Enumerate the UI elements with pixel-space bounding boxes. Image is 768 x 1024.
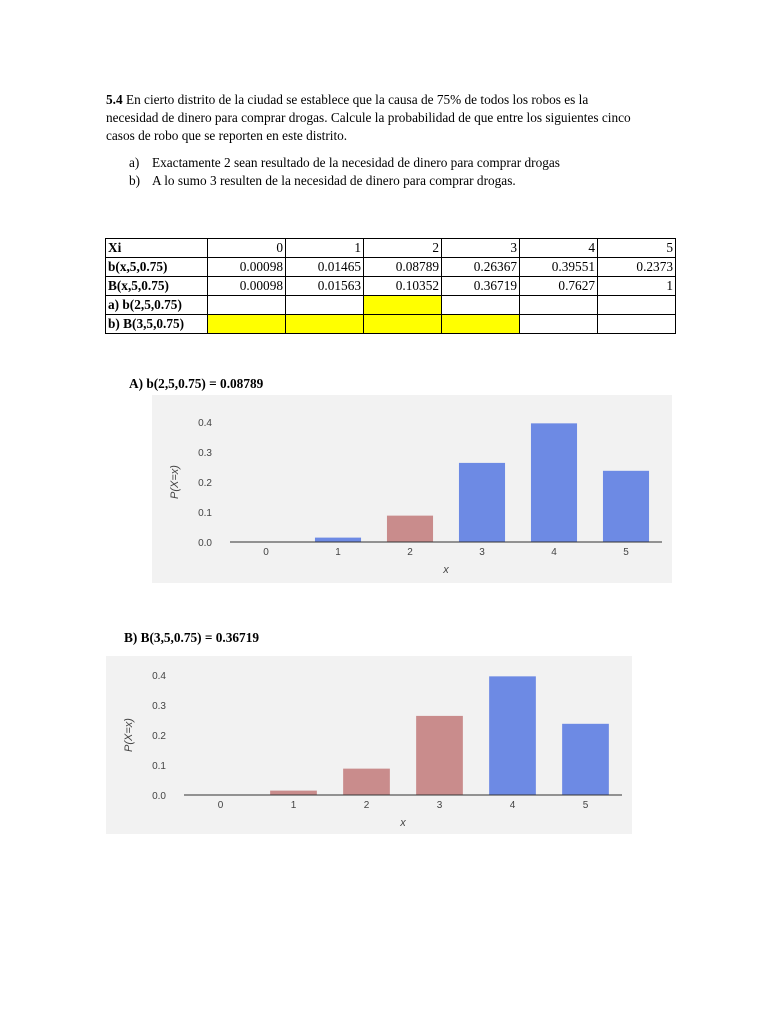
table-cell: 0.39551	[520, 258, 598, 277]
table-cell: 0.00098	[208, 277, 286, 296]
table-row	[106, 277, 676, 296]
bar-4	[531, 423, 577, 542]
bar-1	[315, 538, 361, 542]
bar-5	[603, 471, 649, 542]
table-cell: 0.26367	[442, 258, 520, 277]
x-tick-label: 4	[551, 547, 557, 558]
caption-b: B) B(3,5,0.75) = 0.36719	[124, 630, 260, 645]
table-cell: 1	[598, 277, 676, 296]
problem-statement	[106, 91, 666, 145]
option-b-label: b)	[129, 173, 141, 188]
table-cell: 3	[442, 239, 520, 258]
bar-1	[270, 791, 317, 795]
y-tick-label: 0.3	[152, 701, 166, 712]
x-tick-label: 3	[479, 547, 485, 558]
table-row	[106, 315, 676, 334]
row-header: Xi	[106, 239, 208, 258]
y-tick-label: 0.0	[198, 538, 212, 549]
option-a-label: a)	[129, 155, 140, 170]
bar-3	[416, 716, 463, 795]
table-row	[106, 239, 676, 258]
x-tick-label: 2	[363, 800, 370, 811]
y-tick-label: 0.4	[198, 418, 212, 429]
bar-2	[343, 769, 390, 795]
x-tick-label: 2	[407, 547, 413, 558]
table-cell: 1	[286, 239, 364, 258]
chart-b-panel	[106, 656, 632, 834]
chart-a	[152, 395, 672, 583]
x-tick-label: 5	[582, 800, 589, 811]
option-a	[129, 154, 560, 172]
bar-3	[459, 463, 505, 542]
table-cell	[208, 315, 286, 334]
option-b-text: A lo sumo 3 resulten de la necesidad de dinero para comprar drogas.	[152, 173, 516, 188]
y-tick-label: 0.3	[198, 448, 212, 459]
y-tick-label: 0.0	[152, 791, 166, 802]
table-cell	[520, 296, 598, 315]
option-b	[129, 172, 560, 190]
bar-4	[489, 676, 536, 795]
chart-a-panel	[152, 395, 672, 583]
options-list	[129, 154, 560, 190]
table-cell: 4	[520, 239, 598, 258]
table-cell	[208, 296, 286, 315]
table-cell: 5	[598, 239, 676, 258]
probability-table	[105, 238, 676, 334]
y-axis-title: P(X=x)	[169, 465, 181, 499]
x-tick-label: 0	[217, 800, 224, 811]
y-tick-label: 0.1	[198, 508, 212, 519]
table-cell: 0.10352	[364, 277, 442, 296]
table-cell: 0	[208, 239, 286, 258]
x-axis-title: x	[443, 564, 449, 576]
table-cell: 0.01465	[286, 258, 364, 277]
x-axis-title: x	[400, 817, 406, 829]
y-tick-label: 0.2	[152, 731, 166, 742]
table-cell: 0.00098	[208, 258, 286, 277]
problem-text-line2: necesidad de dinero para comprar drogas. Calcule la probabilidad de que entre los siguientes cinco	[106, 110, 631, 125]
table-cell	[364, 296, 442, 315]
table-cell	[598, 296, 676, 315]
row-header: B(x,5,0.75)	[106, 277, 208, 296]
x-tick-label: 1	[290, 800, 297, 811]
caption-a: A) b(2,5,0.75) = 0.08789	[129, 376, 264, 391]
table-cell: 0.08789	[364, 258, 442, 277]
table-cell: 0.36719	[442, 277, 520, 296]
table-cell	[520, 315, 598, 334]
problem-text-line3: casos de robo que se reporten en este distrito.	[106, 128, 348, 143]
bar-5	[562, 724, 609, 795]
table-cell: 0.7627	[520, 277, 598, 296]
row-header: b(x,5,0.75)	[106, 258, 208, 277]
row-header: a) b(2,5,0.75)	[106, 296, 208, 315]
chart-b	[106, 656, 632, 834]
x-tick-label: 4	[509, 800, 516, 811]
x-tick-label: 5	[623, 547, 629, 558]
y-tick-label: 0.4	[152, 671, 166, 682]
y-tick-label: 0.1	[152, 761, 166, 772]
table-cell	[364, 315, 442, 334]
table-row	[106, 258, 676, 277]
x-tick-label: 3	[436, 800, 443, 811]
y-axis-title: P(X=x)	[123, 718, 135, 752]
x-tick-label: 0	[263, 547, 269, 558]
option-a-text: Exactamente 2 sean resultado de la necesidad de dinero para comprar drogas	[152, 155, 560, 170]
table-cell	[286, 315, 364, 334]
x-tick-label: 1	[335, 547, 341, 558]
table-cell	[598, 315, 676, 334]
table-cell	[442, 296, 520, 315]
table-cell	[286, 296, 364, 315]
table-cell: 2	[364, 239, 442, 258]
bar-2	[387, 516, 433, 542]
problem-number: 5.4	[106, 92, 123, 107]
y-tick-label: 0.2	[198, 478, 212, 489]
problem-text-line1: En cierto distrito de la ciudad se establece que la causa de 75% de todos los robos es la	[122, 92, 589, 107]
row-header: b) B(3,5,0.75)	[106, 315, 208, 334]
table-cell: 0.2373	[598, 258, 676, 277]
table-cell	[442, 315, 520, 334]
table-row	[106, 296, 676, 315]
table-cell: 0.01563	[286, 277, 364, 296]
